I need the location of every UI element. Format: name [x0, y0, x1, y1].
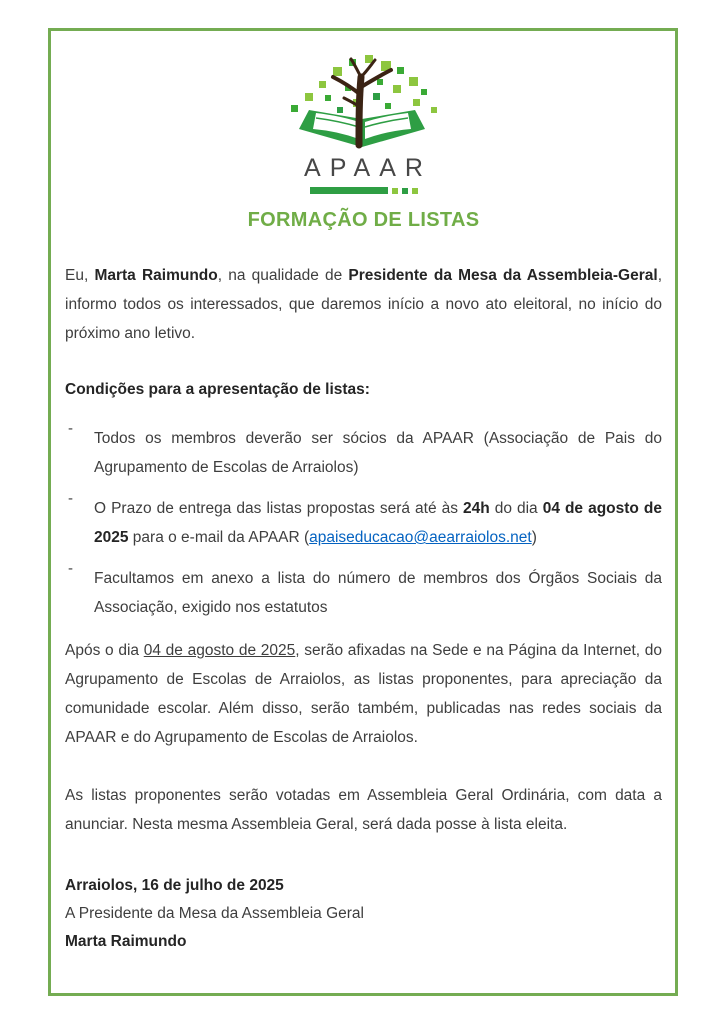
- email-link[interactable]: apaiseducacao@aearraiolos.net: [309, 529, 532, 546]
- conditions-heading: Condições para a apresentação de listas:: [65, 381, 370, 398]
- list-item-text: O Prazo de entrega das listas propostas será até às 24h do dia 04 de agosto de 2025 para o e-mail da APAAR (apaiseducacao@aearraiolos.net): [94, 500, 662, 546]
- bullet-dash-icon: -: [68, 560, 73, 577]
- logo-wordmark: APAAR: [304, 154, 432, 182]
- logo-bar-square: [402, 188, 408, 194]
- logo-bar-square: [392, 188, 398, 194]
- signature-block: [65, 872, 662, 956]
- tree-growing-from-open-book-icon: [289, 55, 439, 150]
- apaar-logo: [65, 55, 662, 194]
- bullet-dash-icon: -: [68, 420, 73, 437]
- signature-role: A Presidente da Mesa da Assembleia Geral: [65, 905, 364, 922]
- list-item-text: Todos os membros deverão ser sócios da APAAR (Associação de Pais do Agrupamento de Escolas de Arraiolos): [94, 430, 662, 476]
- voting-paragraph: As listas proponentes serão votadas em Assembleia Geral Ordinária, com data a anunciar. Nesta mesma Assembleia Geral, será dada posse à lista eleita.: [65, 787, 662, 833]
- logo-bar: [310, 187, 388, 194]
- logo-bar-square: [412, 188, 418, 194]
- intro-paragraph: Eu, Marta Raimundo, na qualidade de Presidente da Mesa da Assembleia-Geral, informo todos os interessados, que daremos início a novo ato eleitoral, no início do próximo ano letivo.: [65, 267, 662, 342]
- list-item: [65, 420, 662, 482]
- publication-paragraph: Após o dia 04 de agosto de 2025, serão afixadas na Sede e na Página da Internet, do Agrupamento de Escolas de Arraiolos, as listas proponentes, para apreciação da comunidade escolar. Além disso, serão também, publicadas nas redes sociais da APAAR e do Agrupamento de Escolas de Arraiolos.: [65, 642, 662, 746]
- bullet-dash-icon: -: [68, 490, 73, 507]
- signature-name: Marta Raimundo: [65, 933, 187, 950]
- page-title: FORMAÇÃO DE LISTAS: [247, 209, 480, 231]
- logo-underline-bar: [65, 187, 662, 194]
- list-item: [65, 490, 662, 552]
- document-page-border: [48, 28, 678, 996]
- conditions-list: [65, 420, 662, 622]
- list-item: [65, 560, 662, 622]
- list-item-text: Facultamos em anexo a lista do número de membros dos Órgãos Sociais da Associação, exigido nos estatutos: [94, 570, 662, 616]
- signature-place-date: Arraiolos, 16 de julho de 2025: [65, 877, 284, 894]
